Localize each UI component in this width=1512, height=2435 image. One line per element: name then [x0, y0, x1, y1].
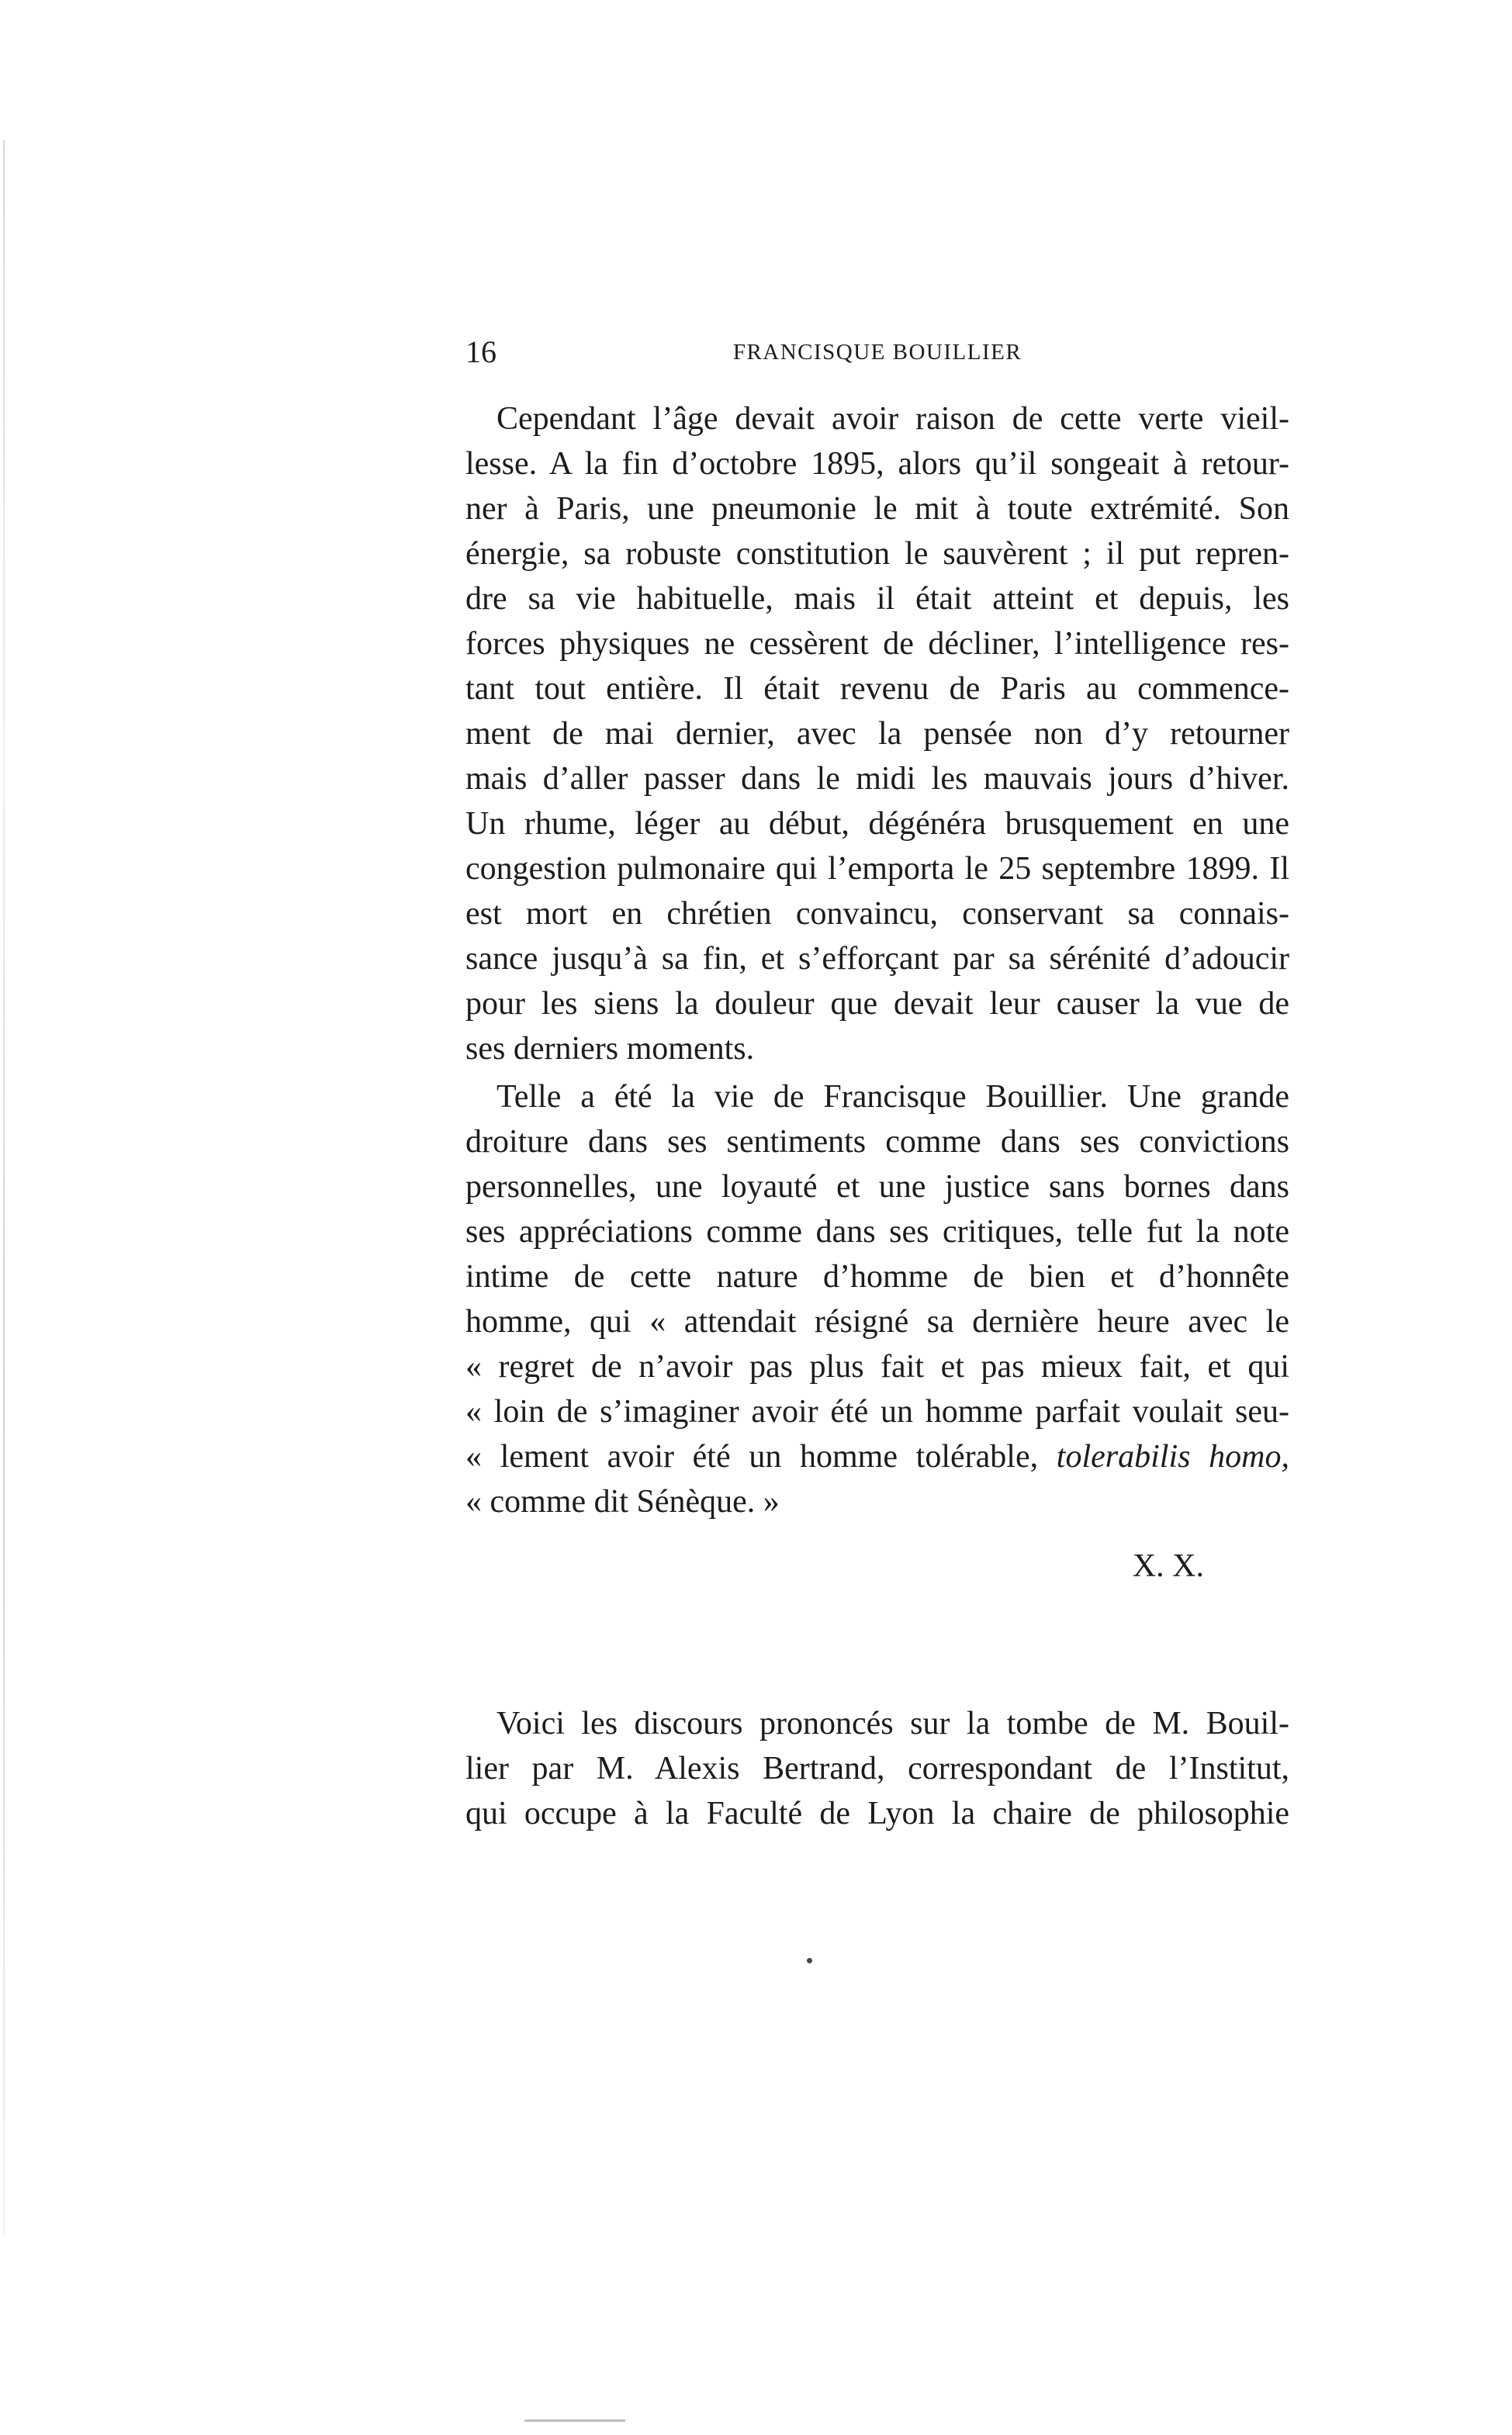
paragraph-1-line: ner à Paris, une pneumonie le mit à toute extrémité. Son — [465, 491, 1289, 527]
paragraph-1-line: forces physiques ne cessèrent de décliner, l’intelligence res- — [465, 626, 1289, 662]
ink-speck — [807, 1958, 812, 1963]
page-number: 16 — [465, 334, 497, 369]
page-header — [465, 329, 1289, 375]
latin-phrase: tolerabilis homo, — [1056, 1439, 1289, 1475]
quote-text: « lement avoir été un homme tolérable, — [465, 1439, 1057, 1475]
paragraph-1-line: dre sa vie habituelle, mais il était atteint et depuis, les — [465, 581, 1289, 617]
paragraph-2-line: « comme dit Sénèque. » — [465, 1484, 780, 1520]
paragraph-3-line: qui occupe à la Faculté de Lyon la chaire de philosophie — [465, 1796, 1289, 1831]
paragraph-1-line: énergie, sa robuste constitution le sauvèrent ; il put repren- — [465, 536, 1289, 572]
paragraph-2-line: « loin de s’imaginer avoir été un homme parfait voulait seu- — [465, 1394, 1289, 1430]
paragraph-2-line: « regret de n’avoir pas plus fait et pas mieux fait, et qui — [465, 1349, 1289, 1385]
paragraph-2-line — [465, 1434, 1289, 1479]
paragraph-2-line: droiture dans ses sentiments comme dans ses convictions — [465, 1124, 1289, 1160]
paragraph-2-line: personnelles, une loyauté et une justice sans bornes dans — [465, 1169, 1289, 1205]
running-head: FRANCISQUE BOUILLIER — [732, 340, 1022, 365]
paragraph-2-line: homme, qui « attendait résigné sa dernière heure avec le — [465, 1304, 1289, 1340]
paragraph-1-line: pour les siens la douleur que devait leur causer la vue de — [465, 986, 1289, 1022]
paragraph-3-line: lier par M. Alexis Bertrand, correspondant de l’Institut, — [465, 1751, 1289, 1786]
paragraph-1-line: tant tout entière. Il était revenu de Paris au commence- — [465, 671, 1289, 707]
page-edge-shadow — [3, 140, 5, 2234]
paragraph-1-line: sance jusqu’à sa fin, et s’efforçant par sa sérénité d’adoucir — [465, 941, 1289, 977]
paragraph-1-line: Cependant l’âge devait avoir raison de cette verte vieil- — [497, 401, 1289, 437]
paragraph-2-line: intime de cette nature d’homme de bien et d’honnête — [465, 1259, 1289, 1295]
paragraph-2-line: Telle a été la vie de Francisque Bouillier. Une grande — [497, 1079, 1289, 1115]
footer-rule — [524, 2419, 625, 2422]
signature: X. X. — [1132, 1548, 1204, 1584]
paragraph-3-line: Voici les discours prononcés sur la tombe de M. Bouil- — [497, 1706, 1289, 1742]
paragraph-1-line: mais d’aller passer dans le midi les mauvais jours d’hiver. — [465, 761, 1289, 797]
paragraph-2-line: ses appréciations comme dans ses critiques, telle fut la note — [465, 1214, 1289, 1250]
paragraph-1-line: ment de mai dernier, avec la pensée non d’y retourner — [465, 716, 1289, 752]
paragraph-1-line: ses derniers moments. — [465, 1031, 755, 1067]
paragraph-1-line: est mort en chrétien convaincu, conservant sa connais- — [465, 896, 1289, 932]
paragraph-1-line: Un rhume, léger au début, dégénéra brusquement en une — [465, 806, 1289, 842]
paragraph-1-line: congestion pulmonaire qui l’emporta le 25 septembre 1899. Il — [465, 851, 1289, 887]
paragraph-1-line: lesse. A la fin d’octobre 1895, alors qu’il songeait à retour- — [465, 446, 1289, 482]
